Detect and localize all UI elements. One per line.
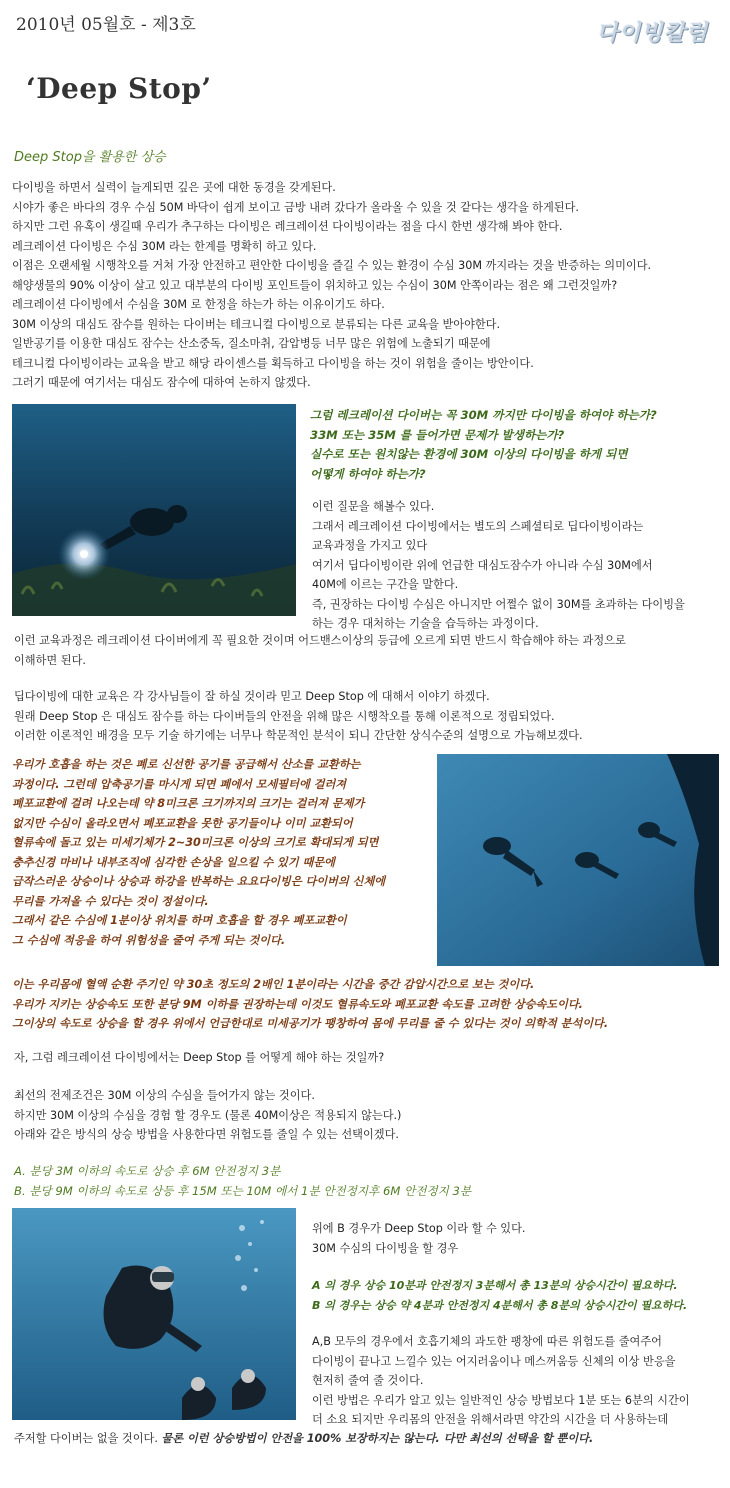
question-line: 33M 또는 35M 를 들어가면 문제가 발생하는가? — [310, 427, 565, 442]
text-line: 이런 교육과정은 레크레이션 다이버에게 꼭 필요한 것이며 어드밴스이상의 등급에 오르게 되면 반드시 학습해야 하는 과정으로 — [14, 634, 626, 647]
answer-paragraph — [312, 497, 685, 634]
text-line: 그래서 레크레이션 다이빙에서는 별도의 스페셜티로 딥다이빙이라는 — [312, 519, 644, 533]
time-b: B 의 경우는 상승 약 4분과 안전정지 4분해서 총 8분의 상승시간이 필요하다. — [312, 1298, 688, 1312]
text-line: 현저히 줄여 줄 것이다. — [312, 1374, 424, 1387]
conclusion-paragraph — [312, 1332, 690, 1430]
time-a: A 의 경우 상승 10분과 안전정지 3분해서 총 13분의 상승시간이 필요하다. — [312, 1279, 678, 1292]
text-line: 레크레이션 다이빙에서 수심을 30M 로 한정을 하는가 하는 이유이기도 하다. — [12, 298, 385, 311]
final-plain: 주저할 다이버는 없을 것이다. — [14, 1432, 162, 1445]
text-line: 여기서 딥다이빙이란 위에 언급한 대심도잠수가 아니라 수심 30M에서 — [312, 558, 653, 572]
text-line: 하지만 30M 이상의 수심을 경험 할 경우도 (물론 40M이상은 적용되지 않는다.) — [14, 1108, 402, 1122]
text-line: 레크레이션 다이빙은 수심 30M 라는 한계를 명확히 하고 있다. — [12, 239, 317, 253]
text-line: 아래와 같은 방식의 상승 방법을 사용한다면 위험도를 줄일 수 있는 선택이겠다. — [14, 1128, 399, 1141]
text-line: 해양생물의 90% 이상이 살고 있고 대부분의 다이빙 포인트들이 위치하고 있는 수심이 30M 안쪽이라는 점은 왜 그런것일까? — [12, 278, 618, 292]
question-line: 어떻게 하여야 하는가? — [310, 466, 426, 481]
diver-photo-2 — [437, 754, 719, 966]
deep-stop-intro — [14, 687, 583, 746]
text-line: 이해하면 된다. — [14, 653, 86, 667]
method-a: A. 분당 3M 이하의 속도로 상승 후 6M 안전정지 3분 — [14, 1164, 281, 1178]
text-line: 그래서 같은 수심에 1분이상 위치를 하며 호흡을 할 경우 폐포교환이 — [12, 914, 347, 927]
text-line: 최선의 전제조건은 30M 이상의 수심을 들어가지 않는 것이다. — [14, 1089, 315, 1102]
column-title: 다이빙칼럼 — [596, 21, 708, 46]
text-line: 즉, 권장하는 다이빙 수심은 아니지만 어쩔수 없이 30M를 초과하는 다이빙을 — [312, 597, 685, 611]
ascent-times — [312, 1276, 687, 1315]
intro-paragraph — [12, 178, 651, 393]
text-line: 이는 우리몸에 혈액 순환 주기인 약 30초 정도의 2배인 1분이라는 시간을 중간 감압시간으로 보는 것이다. — [12, 978, 535, 991]
best-practice — [14, 1086, 401, 1145]
text-line: 이점은 오랜세월 시행착오를 거쳐 가장 안전하고 편안한 다이빙을 즐길 수 있는 환경이 수심 30M 까지라는 것을 반증하는 의미이다. — [12, 259, 652, 272]
diver-photo-3 — [12, 1208, 296, 1420]
physiology-continuation — [12, 975, 608, 1034]
question-line: 실수로 또는 원치않는 환경에 30M 이상의 다이빙을 하게 되면 — [310, 447, 628, 461]
text-line: 더 소요 되지만 우리몸의 안전을 위해서라면 약간의 시간을 더 사용하는데 — [312, 1413, 669, 1426]
text-line: 딥다이빙에 대한 교육은 각 강사님들이 잘 하실 것이라 믿고 Deep Stop 에 대해서 이야기 하겠다. — [14, 690, 490, 703]
how-question: 자, 그럼 레크레이션 다이빙에서는 Deep Stop 를 어떻게 해야 하는 것일까? — [14, 1051, 385, 1064]
text-line: 그 수심에 적응을 하여 위험성을 줄여 주게 되는 것이다. — [12, 933, 286, 947]
text-line: 30M 이상의 대심도 잠수를 원하는 다이버는 테크니컬 다이빙으로 분류되는 다른 교육을 받아야한다. — [12, 317, 501, 331]
text-line: A,B 모두의 경우에서 호흡기체의 과도한 팽창에 따른 위험도를 줄여주어 — [312, 1335, 662, 1348]
text-line: 시야가 좋은 바다의 경우 수심 50M 바닥이 쉽게 보이고 금방 내려 갔다가 올라올 수 있을 것 같다는 생각을 하게된다. — [12, 200, 579, 214]
ascent-methods — [14, 1162, 471, 1201]
text-line: 충추신경 마비나 내부조직에 심각한 손상을 일으킬 수 있기 때문에 — [12, 855, 335, 869]
final-line — [14, 1429, 593, 1449]
section-heading: Deep Stop을 활용한 상승 — [14, 150, 166, 165]
text-line: 다이빙을 하면서 실력이 늘게되면 깊은 곳에 대한 동경을 갖게된다. — [12, 181, 336, 194]
question-line: 그럼 레크레이션 다이버는 꼭 30M 까지만 다이빙을 하여야 하는가? — [310, 408, 657, 422]
text-line: 하는 경우 대처하는 기술을 습득하는 과정이다. — [312, 617, 539, 630]
text-line: 혈류속에 돌고 있는 미세기체가 2~30미크론 이상의 크기로 확대되게 되면 — [12, 836, 379, 849]
text-line: 이런 질문을 해볼수 있다. — [312, 500, 435, 513]
text-line: 무리를 가져올 수 있다는 것이 정설이다. — [12, 894, 209, 908]
text-line: 우리가 호흡을 하는 것은 폐로 신선한 공기를 공급해서 산소를 교환하는 — [12, 758, 361, 771]
text-line: 급작스러운 상승이나 상승과 하강을 반복하는 요요다이빙은 다이버의 신체에 — [12, 875, 386, 888]
physiology-paragraph — [12, 755, 385, 950]
text-line: 원래 Deep Stop 은 대심도 잠수를 하는 다이버들의 안전을 위해 많은 시행착오를 통해 이론적으로 정립되었다. — [14, 709, 555, 723]
text-line: 30M 수심의 다이빙을 할 경우 — [312, 1241, 459, 1255]
text-line: 우리가 지키는 상승속도 또한 분당 9M 이하를 권장하는데 이것도 혈류속도와 폐포교환 속도를 고려한 상승속도이다. — [12, 997, 583, 1011]
text-line: 이런 방법은 우리가 알고 있는 일반적인 상승 방법보다 1분 또는 6분의 시간이 — [312, 1393, 690, 1407]
text-line: 폐포교환에 걸려 나오는데 약 8미크론 크기까지의 크기는 걸러져 문제가 — [12, 797, 365, 810]
text-line: 이러한 이론적인 배경을 모두 기술 하기에는 너무나 학문적인 분석이 되니 간단한 상식수준의 설명으로 가늠해보겠다. — [14, 729, 583, 742]
text-line: 일반공기를 이용한 대심도 잠수는 산소중독, 질소마취, 감압병등 너무 많은 위험에 노출되기 때문에 — [12, 337, 491, 350]
text-line: 다이빙이 끝나고 느낄수 있는 어지러움이나 메스꺼움등 신체의 이상 반응을 — [312, 1354, 676, 1368]
text-line: 위에 B 경우가 Deep Stop 이라 할 수 있다. — [312, 1222, 526, 1235]
page-title: ‘Deep Stop’ — [26, 72, 212, 105]
answer-continuation — [14, 631, 626, 670]
text-line: 없지만 수심이 올라오면서 폐포교환을 못한 공기들이나 이미 교환되어 — [12, 816, 353, 830]
final-emphasis: 물론 이런 상승방법이 안전을 100% 보장하지는 않는다. 다만 최선의 선택을 할 뿐이다. — [161, 1432, 594, 1445]
text-line: 그러기 때문에 여기서는 대심도 잠수에 대하여 논하지 않겠다. — [12, 376, 311, 389]
text-line: 그이상의 속도로 상승을 할 경우 위에서 언급한대로 미세공기가 팽창하여 몸에 무리를 줄 수 있다는 것이 의학적 분석이다. — [12, 1017, 609, 1030]
text-line: 40M에 이르는 구간을 말한다. — [312, 578, 459, 591]
method-b: B. 분당 9M 이하의 속도로 상등 후 15M 또는 10M 에서 1분 안전정지후 6M 안전정지 3분 — [14, 1183, 472, 1198]
text-line: 교육과정을 가지고 있다 — [312, 539, 428, 552]
text-line: 테크니컬 다이빙이라는 교육을 받고 해당 라이센스를 획득하고 다이빙을 하는 것이 위험을 줄이는 방안이다. — [12, 356, 534, 370]
questions-block — [310, 406, 657, 484]
b-note — [312, 1219, 525, 1258]
text-line: 과정이다. 그런데 압축공기를 마시게 되면 폐에서 모세필터에 걸러져 — [12, 777, 347, 791]
diver-photo-1 — [12, 404, 296, 616]
text-line: 하지만 그런 유혹이 생길때 우리가 추구하는 다이빙은 레크레이션 다이빙이라는 점을 다시 한번 생각해 봐야 한다. — [12, 220, 563, 233]
issue-label: 2010년 05월호 - 제3호 — [16, 15, 196, 35]
